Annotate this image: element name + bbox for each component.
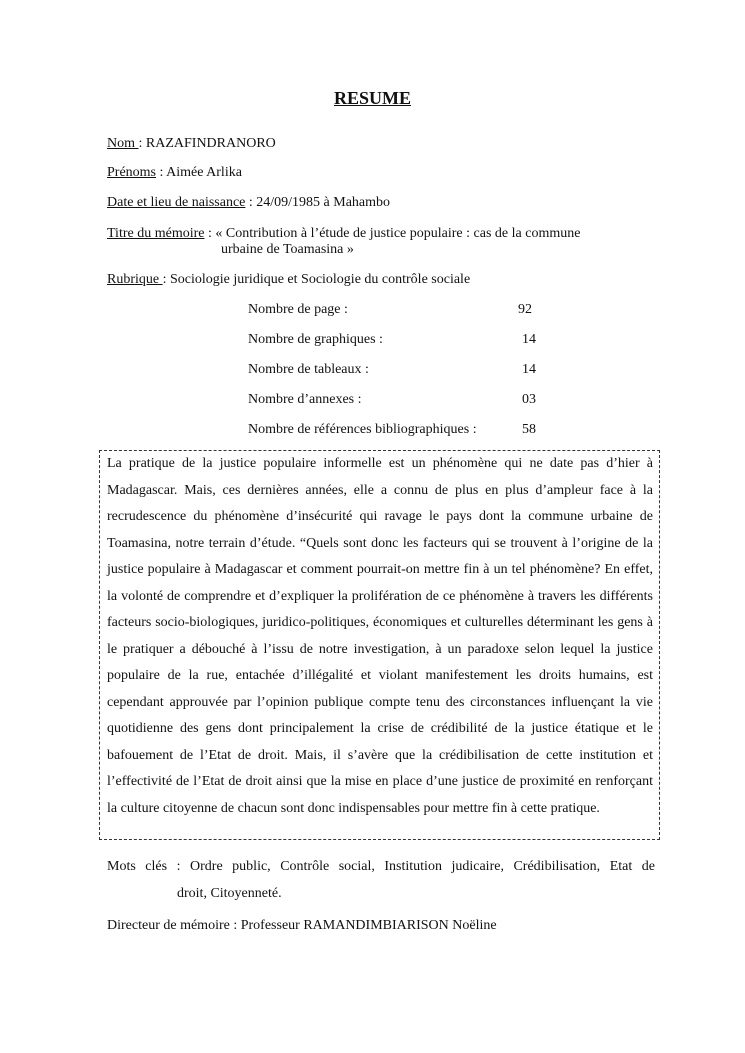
titre-line: [107, 226, 580, 242]
titre-label: Titre du mémoire: [107, 226, 205, 241]
naissance-value: : 24/09/1985 à Mahambo: [245, 195, 391, 210]
titre-value: : « Contribution à l’étude de justice populaire : cas de la commune: [204, 226, 581, 241]
naissance-label: Date et lieu de naissance: [107, 195, 246, 210]
stat-value: 14: [522, 362, 536, 377]
director-line: Directeur de mémoire : Professeur RAMANDIMBIARISON Noëline: [107, 918, 497, 933]
stat-label: Nombre de tableaux :: [248, 362, 369, 377]
rubrique-label: Rubrique: [107, 272, 163, 287]
nom-label: Nom: [107, 136, 139, 151]
prenoms-line: [107, 165, 242, 181]
stat-value: 14: [522, 332, 536, 347]
nom-line: [107, 136, 276, 152]
stat-label: Nombre d’annexes :: [248, 392, 362, 407]
abstract-box: [99, 450, 660, 840]
stat-value: 03: [522, 392, 536, 407]
page-title: RESUME: [333, 88, 411, 108]
prenoms-value: : Aimée Arlika: [156, 165, 242, 180]
prenoms-label: Prénoms: [107, 165, 156, 180]
rubrique-line: [107, 272, 470, 288]
naissance-line: [107, 195, 390, 211]
abstract-text: La pratique de la justice populaire informelle est un phénomène qui ne date pas d’hier à Madagascar. Mais, ces dernières années, elle a connu de plus en plus d’ampleur face à la recrudescence du phénomène d’insécurité qui ravage le pays dont la commune urbaine de Toamasina, notre terrain d’étude. “Quels sont donc les facteurs qui se trouvent à l’origine de la justice populaire à Madagascar et comment pourrait-on mettre fin à un tel phénomène? En effet, la volonté de comprendre et d’expliquer la prolifération de ce phénomène à travers les différents facteurs socio-biologiques, juridico-politiques, économiques et culturelles déterminant les gens à le pratiquer a débouché à l’issu de notre investigation, à un paradoxe selon lequel la justice populaire de la rue, entachée d’illégalité et violant manifestement les droits humains, est cependant approuvée par l’opinion publique compte tenu des circonstances influençant la vie quotidienne des gens dont principalement la crise de crédibilité de la justice étatique et le bafouement de l’Etat de droit. Mais, il s’avère que la crédibilisation de cette institution et l’effectivité de l’Etat de droit ainsi que la mise en place d’une justice de proximité en renforçant la culture citoyenne de chacun sont donc indispensables pour mettre fin à cette pratique.: [107, 456, 653, 816]
titre-value-continuation: urbaine de Toamasina »: [221, 242, 354, 257]
stat-value: 58: [522, 422, 536, 437]
rubrique-value: : Sociologie juridique et Sociologie du contrôle sociale: [162, 272, 471, 287]
nom-value: : RAZAFINDRANORO: [138, 136, 276, 151]
stat-value: 92: [518, 302, 532, 317]
stat-label: Nombre de page :: [248, 302, 348, 317]
keywords-line-1: Mots clés : Ordre public, Contrôle social, Institution judicaire, Crédibilisation, Etat de: [107, 859, 655, 874]
keywords-block: [107, 853, 655, 907]
stat-label: Nombre de références bibliographiques :: [248, 422, 477, 437]
keywords-line-2: droit, Citoyenneté.: [177, 886, 282, 901]
stat-label: Nombre de graphiques :: [248, 332, 383, 347]
